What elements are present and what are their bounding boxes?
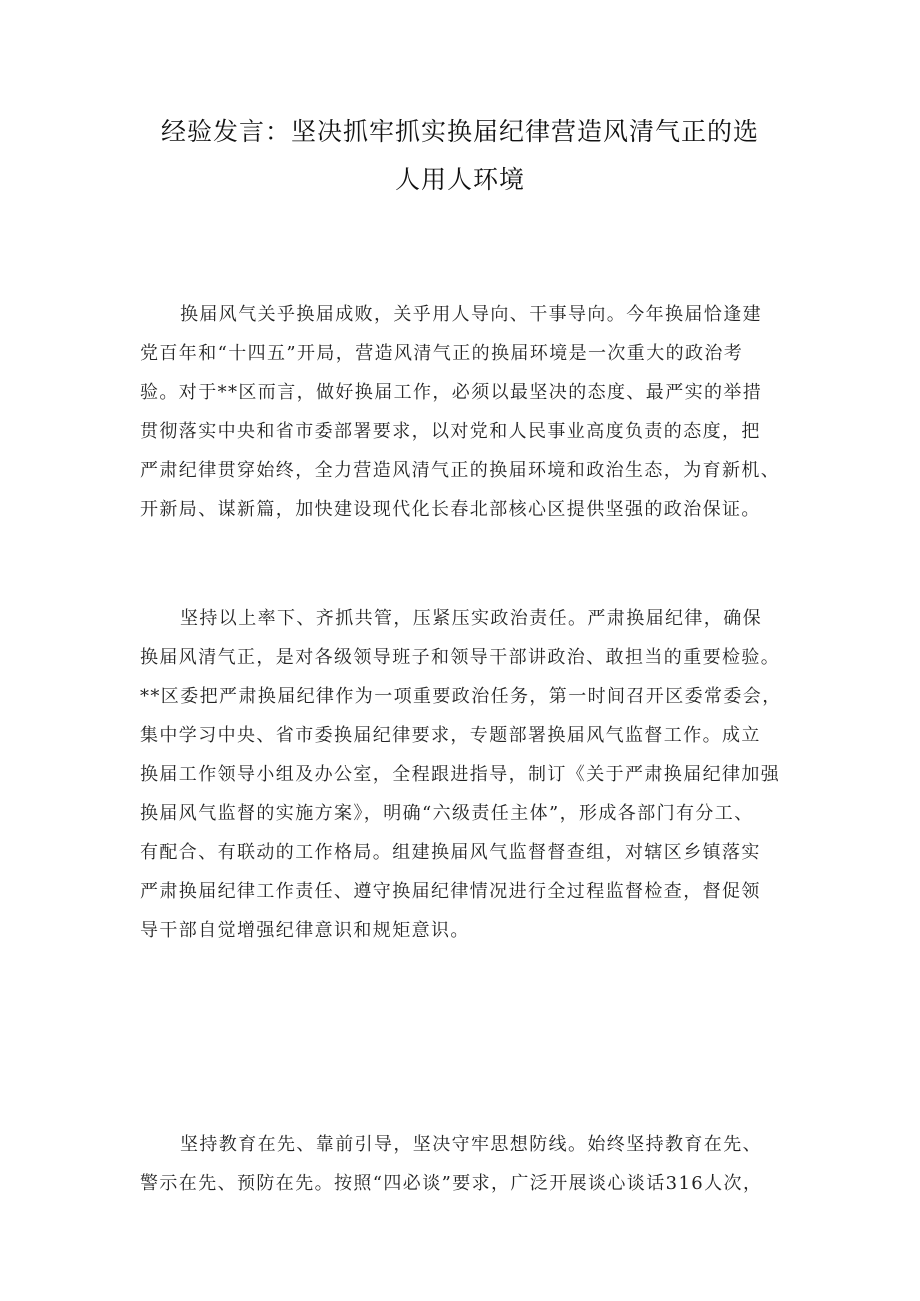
paragraph-line: 导干部自觉增强纪律意识和规矩意识。 bbox=[140, 920, 470, 941]
paragraph bbox=[140, 1125, 800, 1203]
paragraph bbox=[140, 599, 800, 950]
paragraph bbox=[140, 295, 800, 529]
paragraph-line: 有配合、有联动的工作格局。组建换届风气监督督查组，对辖区乡镇落实 bbox=[140, 842, 761, 863]
paragraph-line: 严肃换届纪律工作责任、遵守换届纪律情况进行全过程监督检查，督促领 bbox=[140, 881, 761, 902]
title-line: 经验发言：坚决抓牢抓实换届纪律营造风清气正的选 bbox=[160, 117, 759, 146]
paragraph-line: 坚持教育在先、靠前引导，坚决守牢思想防线。始终坚持教育在先、 bbox=[180, 1134, 762, 1155]
paragraph-line: 换届风气监督的实施方案》，明确“六级责任主体”，形成各部门有分工、 bbox=[140, 803, 754, 824]
paragraph-line: 验。对于**区而言，做好换届工作，必须以最坚决的态度、最严实的举措 bbox=[140, 382, 763, 403]
paragraph-line: 换届风清气正，是对各级领导班子和领导干部讲政治、敢担当的重要检验。 bbox=[140, 647, 781, 668]
paragraph-line: 开新局、谋新篇，加快建设现代化长春北部核心区提供坚强的政治保证。 bbox=[140, 499, 761, 520]
title-line: 人用人环境 bbox=[394, 165, 525, 194]
paragraph-line: 严肃纪律贯穿始终，全力营造风清气正的换届环境和政治生态，为育新机、 bbox=[140, 460, 781, 481]
paragraph-line: 警示在先、预防在先。按照“四必谈”要求，广泛开展谈心谈话316人次， bbox=[140, 1173, 763, 1194]
paragraph-line: 集中学习中央、省市委换届纪律要求，专题部署换届风气监督工作。成立 bbox=[140, 725, 761, 746]
document-title bbox=[140, 108, 780, 204]
paragraph-line: **区委把严肃换届纪律作为一项重要政治任务，第一时间召开区委常委会， bbox=[140, 686, 782, 707]
paragraph-line: 换届工作领导小组及办公室，全程跟进指导，制订《关于严肃换届纪律加强 bbox=[140, 764, 781, 785]
paragraph-line: 坚持以上率下、齐抓共管，压紧压实政治责任。严肃换届纪律，确保 bbox=[180, 608, 762, 629]
paragraph-line: 换届风气关乎换届成败，关乎用人导向、干事导向。今年换届恰逢建 bbox=[180, 304, 762, 325]
paragraph-line: 党百年和“十四五”开局，营造风清气正的换届环境是一次重大的政治考 bbox=[140, 343, 744, 364]
paragraph-line: 贯彻落实中央和省市委部署要求，以对党和人民事业高度负责的态度，把 bbox=[140, 421, 761, 442]
